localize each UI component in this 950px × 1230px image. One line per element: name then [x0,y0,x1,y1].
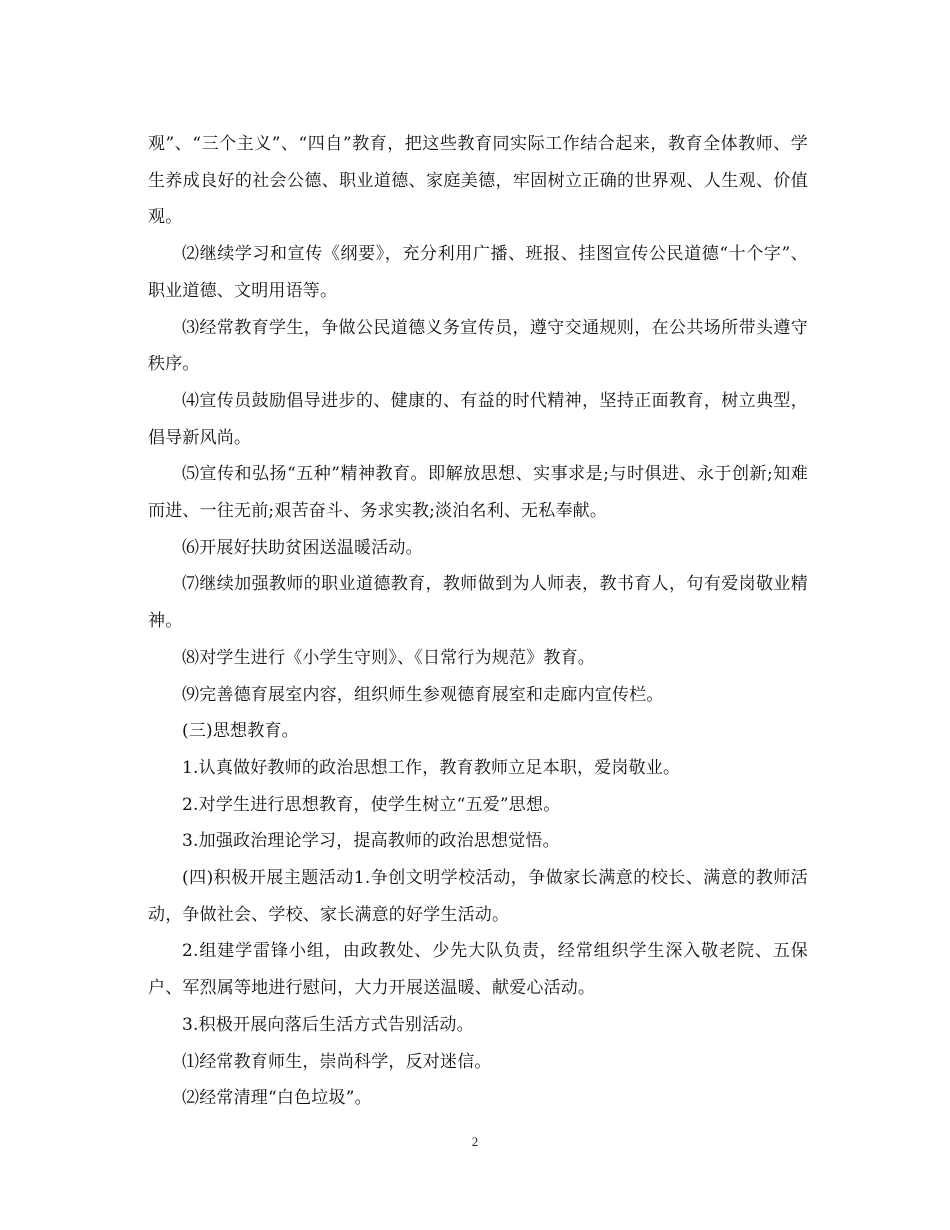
document-body [148,126,808,1117]
paragraph: 观”、“三个主义”、“四自”教育，把这些教育同实际工作结合起来，教育全体教师、学生养成良好的社会公德、职业道德、家庭美德，牢固树立正确的世界观、人生观、价值观。 [148,134,808,228]
paragraph: 2.对学生进行思想教育，使学生树立“五爱”思想。 [182,794,561,815]
paragraph: 1.认真做好教师的政治思想工作，教育教师立足本职，爱岗敬业。 [182,757,681,778]
page-number: 2 [471,1134,479,1149]
paragraph: 3.积极开展向落后生活方式告别活动。 [182,1014,474,1035]
paragraph: ⑴经常教育师生，崇尚科学，反对迷信。 [182,1051,492,1072]
section-heading: (三)思想教育。 [182,721,299,742]
paragraph: ⑻对学生进行《小学生守则》、《日常行为规范》教育。 [182,647,595,668]
paragraph: 2.组建学雷锋小组，由政教处、少先大队负责，经常组织学生深入敬老院、五保户、军烈属等地进行慰问，大力开展送温暖、献爱心活动。 [148,941,808,999]
paragraph: ⑼完善德育展室内容，组织师生参观德育展室和走廊内宣传栏。 [182,684,664,705]
paragraph: ⑶经常教育学生，争做公民道德义务宣传员，遵守交通规则，在公共场所带头遵守秩序。 [148,317,808,375]
paragraph: ⑵经常清理“白色垃圾”。 [182,1088,372,1109]
paragraph: ⑹开展好扶助贫困送温暖活动。 [182,537,423,558]
paragraph: ⑵继续学习和宣传《纲要》，充分利用广播、班报、挂图宣传公民道德“十个字”、职业道德、文明用语等。 [148,244,808,301]
paragraph: (四)积极开展主题活动1.争创文明学校活动，争做家长满意的校长、满意的教师活动，争做社会、学校、家长满意的好学生活动。 [148,868,808,925]
paragraph: ⑷宣传员鼓励倡导进步的、健康的、有益的时代精神，坚持正面教育，树立典型，倡导新风尚。 [148,390,808,448]
paragraph: ⑺继续加强教师的职业道德教育，教师做到为人师表，教书育人，句有爱岗敬业精神。 [148,574,808,632]
paragraph: ⑸宣传和弘扬“五种”精神教育。即解放思想、实事求是;与时俱进、永于创新;知难而进、一往无前;艰苦奋斗、务求实教;淡泊名利、无私奉献。 [148,464,808,522]
paragraph: 3.加强政治理论学习，提高教师的政治思想觉悟。 [182,831,560,852]
